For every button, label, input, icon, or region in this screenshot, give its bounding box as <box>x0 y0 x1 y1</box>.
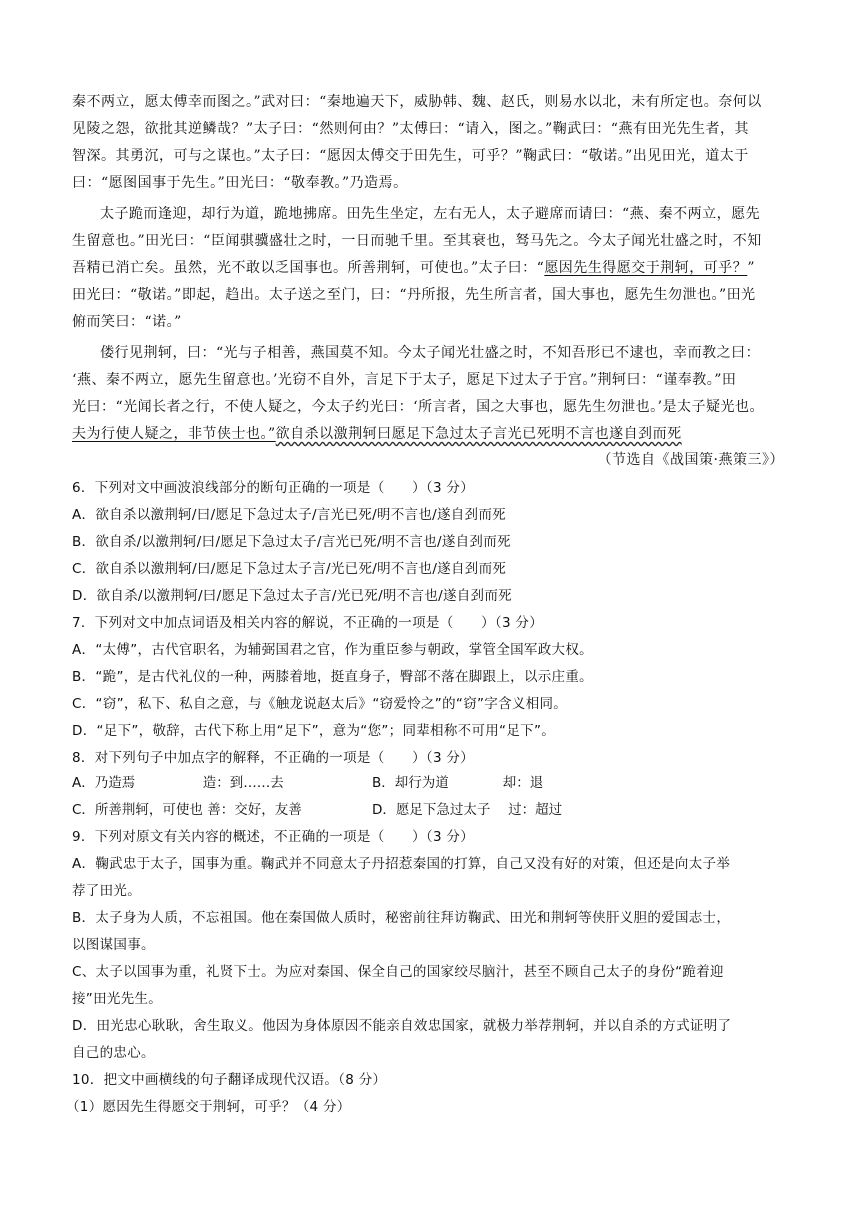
source-citation: （节选自《战国策·燕策三》） <box>597 452 784 468</box>
question-10-sub-1: （1）愿因先生得愿交于荆轲，可乎？（4 分） <box>66 1099 351 1115</box>
passage-line: ‘燕、秦不两立，愿先生留意也。’光窃不自外，言足下于太子，愿足下过太子于宫。”荆轲曰：“谨奉教。”田 <box>72 372 737 388</box>
question-6-option-c: C．欲自杀以激荆轲/曰/愿足下急过太子言/光已死/明不言也/遂自刭而死 <box>72 561 507 577</box>
passage-line: 生留意也。”田光曰：“臣闻骐骥盛壮之时，一日而驰千里。至其衰也，驽马先之。今太子闻光壮盛之时，不知 <box>72 233 762 249</box>
passage-text: ” <box>747 260 755 276</box>
question-8-option-d: D．愿足下急过太子 过：超过 <box>372 802 563 818</box>
question-6-option-d: D．欲自杀/以激荆轲/曰/愿足下急过太子言/光已死/明不言也/遂自刭而死 <box>72 588 512 604</box>
question-6-option-b: B．欲自杀/以激荆轲/曰/愿足下急过太子/言光已死/明不言也/遂自刭而死 <box>72 534 511 550</box>
passage-line: 俯而笑曰：“诺。” <box>72 314 182 330</box>
question-6-stem: 6．下列对文中画波浪线部分的断句正确的一项是（ ）（3 分） <box>72 480 475 496</box>
question-7-option-d: D．“足下”，敬辞，古代下称上用“足下”，意为“您”；同辈相称不可用“足下”。 <box>72 723 556 739</box>
passage-line: 偻行见荆轲，曰：“光与子相善，燕国莫不知。今太子闻光壮盛之时，不知吾形已不逮也，幸而教之曰： <box>100 345 761 361</box>
question-9-option-b-cont: 以图谋国事。 <box>72 937 155 953</box>
passage-line: 太子跪而逢迎，却行为道，跪地拂席。田先生坐定，左右无人，太子避席而请曰：“燕、秦不两立，愿先 <box>100 206 761 222</box>
passage-line: 秦不两立，愿太傅幸而图之。”武对曰：“秦地遍天下，威胁韩、魏、赵氏，则易水以北，未有所定也。奈何以 <box>72 94 762 110</box>
question-7-option-c: C．“窃”，私下、私自之意，与《触龙说赵太后》“窃爱怜之”的“窃”字含义相同。 <box>72 696 568 712</box>
underlined-sentence-1: 愿因先生得愿交于荆轲，可乎？ <box>544 260 748 276</box>
passage-line: 田光曰：“敬诺。”即起，趋出。太子送之至门，曰：“丹所报，先生所言者，国大事也，愿先生勿泄也。”田光 <box>72 287 756 303</box>
question-9-option-c: C、太子以国事为重，礼贤下士。为应对秦国、保全自己的国家绞尽脑汁，甚至不顾自己太子的身份“跪着迎 <box>72 964 724 980</box>
wavy-underlined-passage: 欲自杀以激荆轲曰愿足下急过太子言光已死明不言也遂自刭而死 <box>275 426 682 442</box>
question-10-stem: 10．把文中画横线的句子翻译成现代汉语。（8 分） <box>72 1072 387 1088</box>
passage-line: 智深。其勇沉，可与之谋也。”太子曰：“愿因太傅交于田先生，可乎？”鞠武曰：“敬诺。”出见田光，道太于 <box>72 148 749 164</box>
question-8-option-b: B．却行为道 却：退 <box>372 775 544 791</box>
question-6-option-a: A．欲自杀以激荆轲/曰/愿足下急过太子/言光已死/明不言也/遂自刭而死 <box>72 507 506 523</box>
passage-line <box>72 424 682 444</box>
question-9-option-d-cont: 自己的忠心。 <box>72 1045 155 1061</box>
question-8-option-c: C．所善荆轲，可使也 善：交好，友善 <box>72 802 302 818</box>
passage-line: 见陵之怨，欲批其逆鳞哉？”太子曰：“然则何由？”太傅曰：“请入，图之。”鞠武曰：“燕有田光先生者，其 <box>72 121 749 137</box>
question-8-option-a: A．乃造焉 造：到……去 <box>72 775 284 791</box>
question-7-option-a: A．“太傅”，古代官职名，为辅弼国君之官，作为重臣参与朝政，掌管全国军政大权。 <box>72 642 593 658</box>
passage-line: 曰：“愿图国事于先生。”田光曰：“敬奉教。”乃造焉。 <box>72 175 408 191</box>
question-7-stem: 7．下列对文中加点词语及相关内容的解说，不正确的一项是（ ）（3 分） <box>72 615 544 631</box>
question-9-option-c-cont: 接”田光先生。 <box>72 991 163 1007</box>
question-9-option-a: A．鞠武忠于太子，国事为重。鞠武并不同意太子丹招惹秦国的打算，自己又没有好的对策，但还是向太子举 <box>72 856 731 872</box>
question-9-option-a-cont: 荐了田光。 <box>72 883 141 899</box>
question-9-option-b: B．太子身为人质，不忘祖国。他在秦国做人质时，秘密前往拜访鞠武、田光和荆轲等侠肝义胆的爱国志士， <box>72 910 731 926</box>
question-8-stem: 8．对下列句子中加点字的解释，不正确的一项是（ ）（3 分） <box>72 750 475 766</box>
underlined-sentence-2: 夫为行使人疑之，非节侠士也。” <box>72 426 276 442</box>
passage-line: 光曰：“光闻长者之行，不使人疑之，今太子约光曰：‘所言者，国之大事也，愿先生勿泄也。’是太子疑光也。 <box>72 399 765 415</box>
question-7-option-b: B．“跪”，是古代礼仪的一种，两膝着地，挺直身子，臀部不落在脚跟上，以示庄重。 <box>72 669 593 685</box>
passage-text: 吾精已消亡矣。虽然，光不敢以乏国事也。所善荆轲，可使也。”太子曰：“ <box>72 260 545 276</box>
question-9-option-d: D．田光忠心耿耿，舍生取义。他因为身体原因不能亲自效忠国家，就极力举荐荆轲，并以自杀的方式证明了 <box>72 1018 732 1034</box>
passage-line <box>72 258 755 278</box>
question-9-stem: 9．下列对原文有关内容的概述，不正确的一项是（ ）（3 分） <box>72 829 475 845</box>
